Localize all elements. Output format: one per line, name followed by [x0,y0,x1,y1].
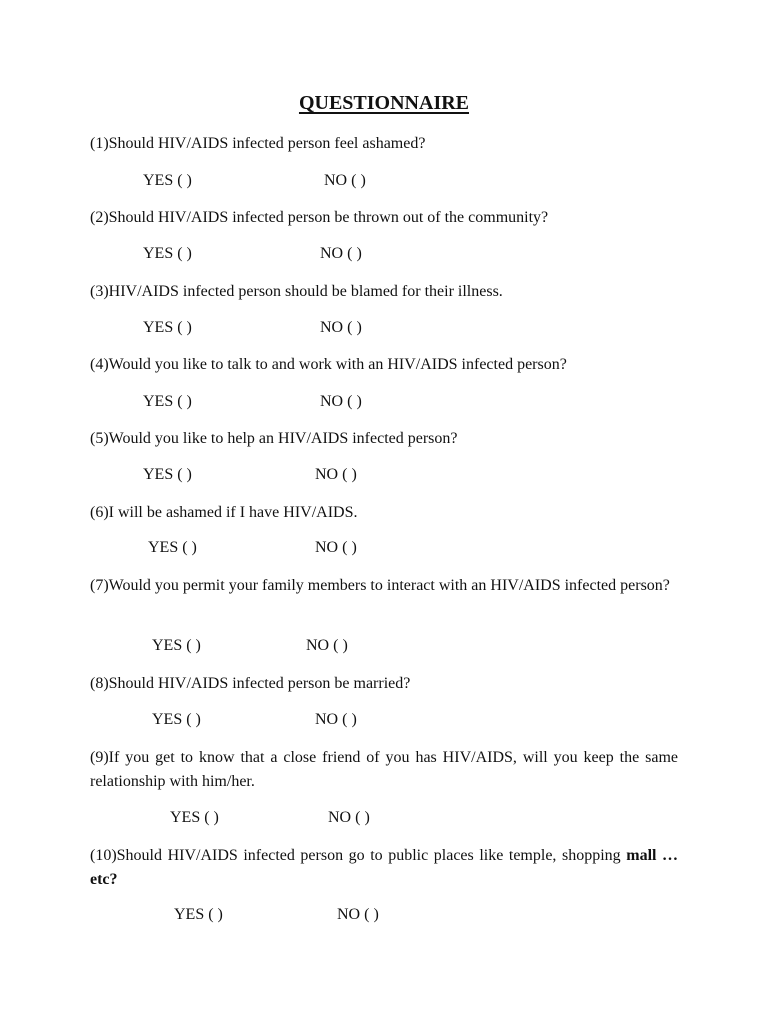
question-2: (2)Should HIV/AIDS infected person be thrown out of the community? [90,209,549,226]
page-title: QUESTIONNAIRE [298,92,470,114]
question-7: (7)Would you permit your family members to interact with an HIV/AIDS infected person? [90,577,670,594]
question-1: (1)Should HIV/AIDS infected person feel ashamed? [90,135,426,152]
question-1-no-option[interactable]: NO ( ) [324,172,366,189]
question-4: (4)Would you like to talk to and work with an HIV/AIDS infected person? [90,356,567,373]
question-3-yes-option[interactable]: YES ( ) [143,319,192,336]
question-1-yes-option[interactable]: YES ( ) [143,172,192,189]
question-9-yes-option[interactable]: YES ( ) [170,809,219,826]
question-8-yes-option[interactable]: YES ( ) [152,711,201,728]
question-10-yes-option[interactable]: YES ( ) [174,906,223,923]
question-10-text-bold: mall …etc? [90,847,679,888]
question-6-no-option[interactable]: NO ( ) [315,539,357,556]
question-10 [90,844,678,892]
question-9: (9)If you get to know that a close friend of you has HIV/AIDS, will you keep the same relationship with him/her. [90,749,678,790]
question-5-no-option[interactable]: NO ( ) [315,466,357,483]
question-4-yes-option[interactable]: YES ( ) [143,393,192,410]
question-7-yes-option[interactable]: YES ( ) [152,637,201,654]
question-8: (8)Should HIV/AIDS infected person be married? [90,675,411,692]
question-6: (6)I will be ashamed if I have HIV/AIDS. [90,504,358,521]
question-6-yes-option[interactable]: YES ( ) [148,539,197,556]
question-5-yes-option[interactable]: YES ( ) [143,466,192,483]
question-2-yes-option[interactable]: YES ( ) [143,245,192,262]
question-5: (5)Would you like to help an HIV/AIDS infected person? [90,430,458,447]
question-9-no-option[interactable]: NO ( ) [328,809,370,826]
question-7-no-option[interactable]: NO ( ) [306,637,348,654]
question-3-no-option[interactable]: NO ( ) [320,319,362,336]
question-10-text: (10)Should HIV/AIDS infected person go to public places like temple, shopping [90,847,621,864]
question-10-no-option[interactable]: NO ( ) [337,906,379,923]
question-8-no-option[interactable]: NO ( ) [315,711,357,728]
question-4-no-option[interactable]: NO ( ) [320,393,362,410]
question-2-no-option[interactable]: NO ( ) [320,245,362,262]
question-3: (3)HIV/AIDS infected person should be blamed for their illness. [90,283,503,300]
